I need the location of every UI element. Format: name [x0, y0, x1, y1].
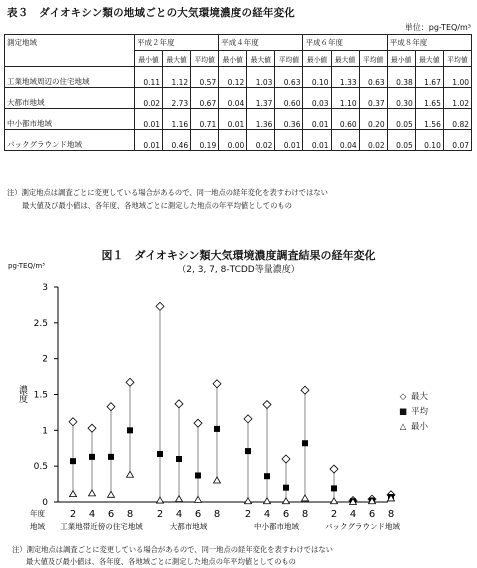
max-point [301, 386, 309, 394]
stat-header: 平均値 [191, 51, 219, 67]
year-tick-label: 6 [107, 509, 115, 520]
y-tick-label: 0.5 [33, 462, 48, 473]
region-name: 大都市地域 [5, 88, 135, 109]
avg-point [264, 473, 270, 479]
value-cell: 0.01 [275, 130, 303, 151]
year-header: 平成４年度 [219, 35, 303, 51]
year-tick-label: 6 [282, 509, 290, 520]
avg-point [127, 427, 133, 433]
stat-header: 最大値 [247, 51, 275, 67]
value-cell: 0.04 [219, 88, 247, 109]
value-cell: 1.12 [163, 67, 191, 88]
value-cell: 1.65 [415, 88, 443, 109]
year-tick-label: 4 [263, 509, 271, 520]
max-point [282, 455, 290, 463]
value-cell: 0.60 [275, 88, 303, 109]
avg-point [108, 454, 114, 460]
diamond-icon: ◇ [399, 392, 407, 402]
min-point [302, 495, 309, 501]
max-point [175, 400, 183, 408]
year-tick-label: 6 [368, 509, 376, 520]
stat-header: 最小値 [303, 51, 331, 67]
year-tick-label: 6 [194, 509, 202, 520]
avg-point [195, 472, 201, 478]
min-point [108, 491, 115, 497]
value-cell: 0.03 [303, 88, 331, 109]
group-label: 中小都市地域 [254, 522, 299, 531]
value-cell: 0.02 [247, 130, 275, 151]
year-tick-label: 4 [349, 509, 357, 520]
min-point [245, 498, 252, 504]
max-point [69, 418, 77, 426]
value-cell: 1.03 [247, 67, 275, 88]
table-note: 注）測定地点は調査ごとに変更している場合があるので、同一地点の経年変化を表すわけではない [7, 188, 328, 197]
value-cell: 0.38 [387, 67, 415, 88]
value-cell: 2.73 [163, 88, 191, 109]
year-header: 平成６年度 [303, 35, 387, 51]
legend-item-min [397, 420, 428, 435]
max-point [88, 424, 96, 432]
value-cell: 0.67 [191, 88, 219, 109]
value-cell: 0.10 [303, 67, 331, 88]
max-point [330, 465, 338, 473]
value-cell: 0.71 [191, 109, 219, 130]
min-point [264, 498, 271, 504]
value-cell: 0.20 [359, 109, 387, 130]
value-cell: 0.05 [387, 109, 415, 130]
stat-header: 最小値 [135, 51, 163, 67]
year-tick-label: 8 [126, 509, 134, 520]
group-label: 大都市地域 [169, 522, 208, 531]
min-point [127, 471, 134, 477]
value-cell: 0.63 [275, 67, 303, 88]
value-cell: 1.16 [163, 109, 191, 130]
value-cell: 0.37 [359, 88, 387, 109]
min-point [176, 496, 183, 502]
region-axis-label: 地域 [30, 522, 45, 531]
stat-header: 最大値 [415, 51, 443, 67]
value-cell: 1.67 [415, 67, 443, 88]
value-cell: 1.02 [443, 88, 471, 109]
value-cell: 1.37 [247, 88, 275, 109]
value-cell: 0.01 [135, 130, 163, 151]
value-cell: 1.36 [247, 109, 275, 130]
year-tick-label: 2 [330, 509, 338, 520]
year-tick-label: 2 [69, 509, 77, 520]
avg-point [283, 485, 289, 491]
value-cell: 0.02 [359, 130, 387, 151]
year-tick-label: 8 [213, 509, 221, 520]
value-cell: 1.10 [331, 88, 359, 109]
table-note: 最大値及び最小値は、各年度、各地域ごとに測定した地点の年平均値としてのもの [22, 201, 292, 210]
region-name: バックグラウンド地域 [5, 130, 135, 151]
group-label: バックグラウンド地域 [325, 522, 400, 531]
avg-point [157, 451, 163, 457]
triangle-icon: △ [399, 422, 407, 432]
stat-header: 平均値 [275, 51, 303, 67]
max-point [126, 378, 134, 386]
max-point [244, 415, 252, 423]
min-point [331, 498, 338, 504]
avg-point [89, 454, 95, 460]
value-cell: 1.33 [331, 67, 359, 88]
y-tick-label: 0 [42, 498, 48, 508]
max-point [107, 403, 115, 411]
value-cell: 0.82 [443, 109, 471, 130]
value-cell: 0.01 [303, 109, 331, 130]
avg-point [331, 485, 337, 491]
figure-note: 注）測定地点は調査ごとに変更している場合があるので、同一地点の経年変化を表すわけではない [12, 545, 333, 554]
value-cell: 0.11 [135, 67, 163, 88]
value-cell: 0.01 [303, 130, 331, 151]
value-cell: 0.05 [387, 130, 415, 151]
avg-point [214, 426, 220, 432]
min-point [70, 491, 77, 497]
max-point [213, 380, 221, 388]
group-label: 工業地帯近傍の住宅地域 [60, 522, 143, 531]
value-cell: 0.30 [387, 88, 415, 109]
year-tick-label: 4 [88, 509, 96, 520]
value-cell: 0.60 [331, 109, 359, 130]
value-cell: 0.10 [415, 130, 443, 151]
square-icon: ■ [398, 407, 408, 417]
figure-subtitle: （2, 3, 7, 8-TCDD等量濃度） [177, 265, 300, 275]
y-tick-label: 2.5 [33, 318, 48, 329]
value-cell: 0.57 [191, 67, 219, 88]
min-point [157, 497, 164, 503]
value-cell: 0.12 [219, 67, 247, 88]
stat-header: 最小値 [219, 51, 247, 67]
value-cell: 0.02 [135, 88, 163, 109]
figure-unit: pg-TEQ/m³ [8, 262, 45, 270]
table-title: 表３ ダイオキシン類の地域ごとの大気環境濃度の経年変化 [7, 7, 296, 19]
legend-label: 最小 [411, 422, 429, 432]
year-axis-label: 年度 [30, 509, 45, 518]
value-cell: 0.07 [443, 130, 471, 151]
y-tick-label: 3 [42, 283, 48, 293]
value-cell: 0.04 [331, 130, 359, 151]
year-tick-label: 8 [301, 509, 309, 520]
max-point [263, 401, 271, 409]
value-cell: 0.19 [191, 130, 219, 151]
value-cell: 1.56 [415, 109, 443, 130]
stat-header: 平均値 [443, 51, 471, 67]
legend [397, 390, 428, 435]
avg-point [176, 456, 182, 462]
avg-point [302, 440, 308, 446]
value-cell: 0.01 [135, 109, 163, 130]
max-point [194, 419, 202, 427]
legend-item-max [397, 390, 428, 405]
min-point [89, 490, 96, 496]
stat-header: 最大値 [331, 51, 359, 67]
y-axis-label: 濃度 [17, 385, 27, 403]
stat-header: 平均値 [359, 51, 387, 67]
legend-item-avg [397, 405, 428, 420]
avg-point [70, 458, 76, 464]
region-header: 測定地域 [5, 35, 135, 51]
figure-title: 図１ ダイオキシン類大気環境濃度調査結果の経年変化 [101, 249, 376, 262]
year-tick-label: 2 [244, 509, 252, 520]
value-cell: 0.01 [219, 109, 247, 130]
stat-header: 最大値 [163, 51, 191, 67]
year-tick-label: 8 [387, 509, 395, 520]
region-name: 中小都市地域 [5, 109, 135, 130]
value-cell: 1.00 [443, 67, 471, 88]
avg-point [245, 448, 251, 454]
stat-header: 最小値 [387, 51, 415, 67]
year-tick-label: 4 [175, 509, 183, 520]
y-tick-label: 1 [42, 426, 48, 437]
min-point [195, 496, 202, 502]
value-cell: 0.63 [359, 67, 387, 88]
year-header: 平成８年度 [387, 35, 471, 51]
legend-label: 最大 [411, 392, 429, 402]
year-header: 平成２年度 [135, 35, 219, 51]
min-point [214, 477, 221, 483]
min-point [283, 498, 290, 504]
figure-note: 最大値及び最小値は、各年度、各地域ごとに測定した地点の年平均値としてのもの [26, 557, 296, 566]
max-point [156, 302, 164, 310]
table-unit: 単位：pg-TEQ/m³ [404, 23, 471, 32]
year-tick-label: 2 [156, 509, 164, 520]
region-name: 工業地域周辺の住宅地域 [5, 67, 135, 88]
legend-label: 平均 [411, 407, 429, 417]
y-tick-label: 2 [42, 354, 48, 365]
value-cell: 0.00 [219, 130, 247, 151]
y-tick-label: 1.5 [33, 390, 48, 401]
value-cell: 0.36 [275, 109, 303, 130]
value-cell: 0.46 [163, 130, 191, 151]
